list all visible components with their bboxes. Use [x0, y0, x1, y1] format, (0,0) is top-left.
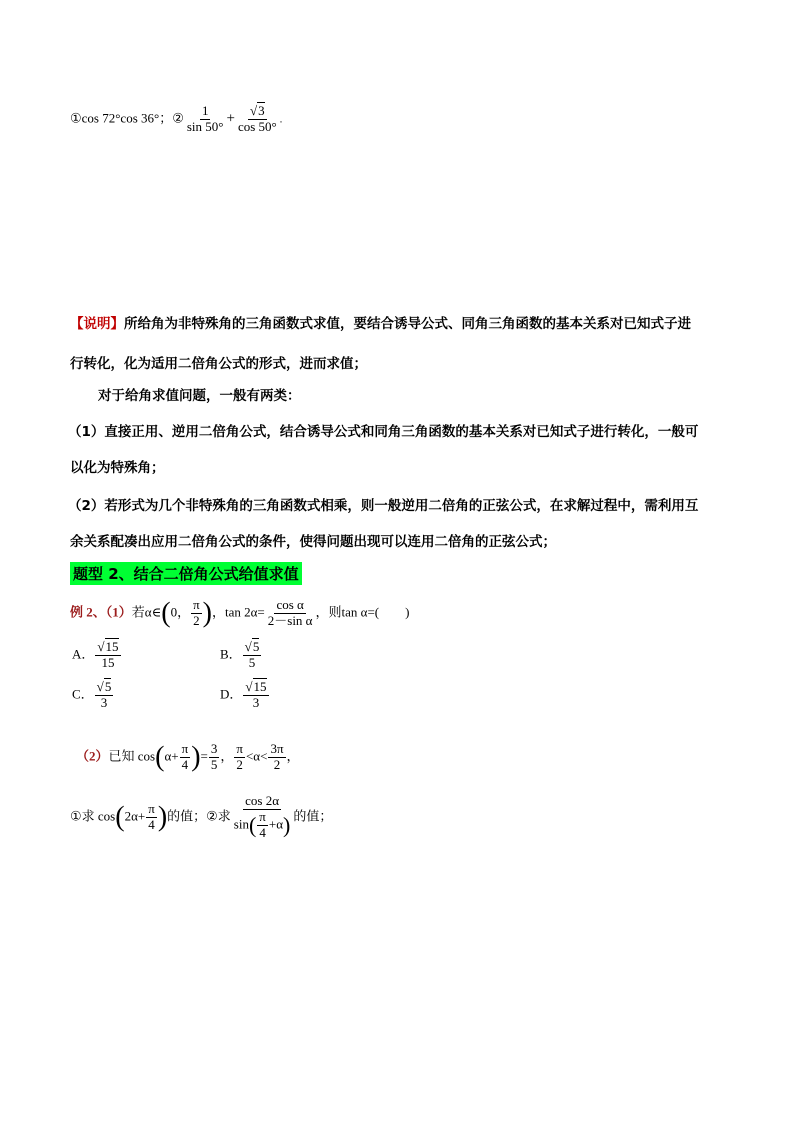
- example-label: 例 2、: [70, 604, 106, 620]
- option-a[interactable]: A． $\frac{√15}{15}$: [72, 639, 119, 670]
- fraction-cos2a-over-sin: cos 2α sin( $\frac{\pi}{4}$ +α): [233, 793, 291, 840]
- explanation-line-7: 余关系配凑出应用二倍角公式的条件，使得问题出现可以连用二倍角的正弦公式；: [70, 534, 556, 550]
- explanation-line-2: 行转化，化为适用二倍角公式的形式，进而求值；: [70, 356, 367, 372]
- section-heading: 题型 2、结合二倍角公式给值求值: [70, 562, 302, 585]
- explanation-line-5: 以化为特殊角；: [70, 460, 165, 476]
- example-2-subquestions: ①求 cos(2α+ $\frac{\pi}{4}$ )的值；②求 cos 2α sin( $\frac{\pi}{4}$ +α) 的值；: [70, 793, 333, 840]
- problem-1-part1: ①cos 72°cos 36°；②: [70, 110, 184, 126]
- sqrt-symbol: √3: [250, 103, 265, 118]
- fraction-pi-over-2: $\frac{\pi}{2}$: [193, 597, 200, 628]
- option-b[interactable]: B． $\frac{√5}{5}$: [220, 639, 260, 670]
- fraction-sqrt3-over-cos50: $\frac{√3}{\cos 50^\circ}$: [237, 103, 277, 134]
- explanation-line-3: 对于给角求值问题，一般有两类：: [98, 388, 301, 404]
- explanation-label: 【说明】: [70, 316, 124, 332]
- explanation-line-6: （2）若形式为几个非特殊角的三角函数式相乘，则一般逆用二倍角的正弦公式，在求解过程中，需利用互: [68, 498, 699, 514]
- example-2-part-1: 例 2、（1）若α∈(0， $\frac{\pi}{2}$ )，tan 2α= $\frac{\text{cos α}}{\text{2－sin α}}$ ，则tan α=( ): [70, 597, 410, 629]
- option-d[interactable]: D． $\frac{√15}{3}$: [220, 679, 267, 710]
- option-c[interactable]: C． $\frac{√5}{3}$: [72, 679, 112, 710]
- explanation-line-1: 【说明】所给角为非特殊角的三角函数式求值，要结合诱导公式、同角三角函数的基本关系对已知式子进: [70, 316, 691, 332]
- example-2-part-2: （2）已知 cos(α+ $\frac{\pi}{4}$ )= $\frac{3}{5}$ ， $\frac{\pi}{2}$ <α< $\frac{3\pi}{2}$ ，: [76, 741, 300, 773]
- fraction-cos-over-2-minus-sin: $\frac{\text{cos α}}{\text{2－sin α}}$: [267, 597, 313, 628]
- fraction-1-over-sin50: $\frac{1}{\sin 50^\circ}$: [186, 103, 224, 134]
- problem-1: ①cos 72°cos 36°；② $\frac{1}{\sin 50^\circ}$ + $\frac{√3}{\cos 50^\circ}$ .: [70, 103, 283, 134]
- explanation-line-4: （1）直接正用、逆用二倍角公式，结合诱导公式和同角三角函数的基本关系对已知式子进行转化，一般可: [68, 424, 699, 440]
